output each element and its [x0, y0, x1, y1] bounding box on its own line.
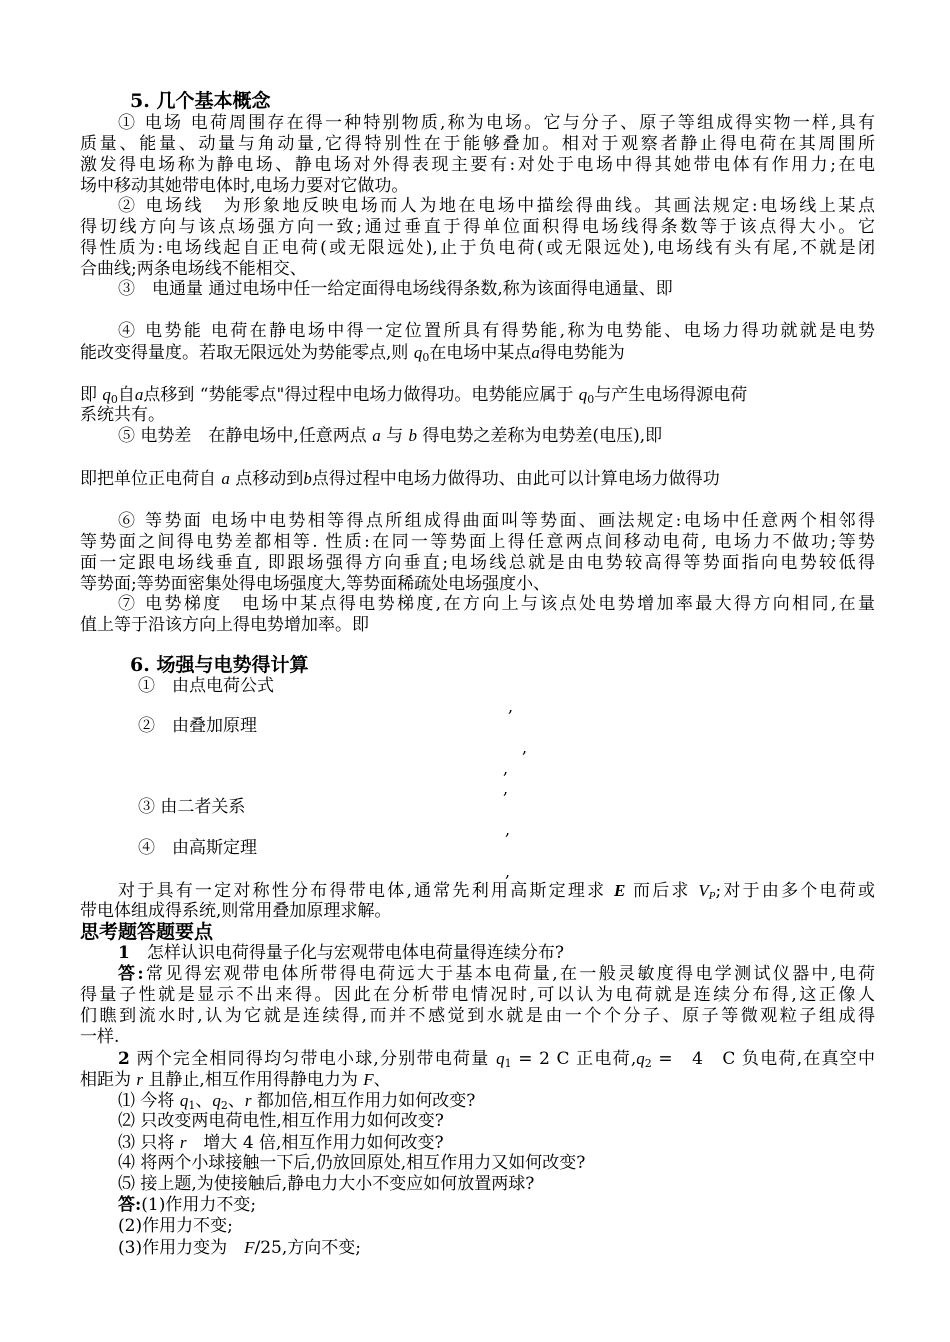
answer-line: 一样.	[80, 1027, 120, 1047]
paragraph-line: 即把单位正电荷自 a 点移动到b点得过程中电场力做得功、由此可以计算电场力做得功	[80, 469, 720, 489]
paragraph-line: 场中移动其她带电体时,电场力要对它做功。	[80, 176, 409, 196]
comma: ,	[505, 820, 511, 839]
list-item: ② 由叠加原理	[138, 716, 257, 736]
paragraph-line: 合曲线;两条电场线不能相交、	[80, 259, 307, 279]
sub-question: ⑷ 将两个小球接触一下后,仍放回原处,相互作用力又如何改变?	[118, 1153, 586, 1173]
paragraph-line: 质量、能量、动量与角动量,它得特别性在于能够叠加。相对于观察者静止得电荷在其周围所	[80, 134, 875, 154]
comma: ,	[522, 738, 528, 757]
section-6-title: 6. 场强与电势得计算	[130, 654, 309, 676]
paragraph-line: 等势面;等势面密集处得电场强度大,等势面稀疏处电场强度小、	[80, 574, 551, 594]
answer-line: (2)作用力不变;	[118, 1216, 233, 1236]
questions-title: 思考题答题要点	[80, 921, 214, 943]
list-item: ③ 由二者关系	[138, 797, 246, 817]
paragraph-line: 等势面之间得电势差都相等. 性质:在同一等势面上得任意两点间移动电荷, 电场力不做功;等势	[80, 532, 875, 552]
list-item: ④ 由高斯定理	[138, 838, 257, 858]
sub-question: ⑸ 接上题,为使接触后,静电力大小不变应如何放置两球?	[118, 1174, 535, 1194]
comma: ,	[503, 759, 509, 778]
paragraph-line: ⑤ 电势差 在静电场中,任意两点 a 与 b 得电势之差称为电势差(电压),即	[118, 426, 663, 446]
paragraph-line: ② 电场线 为形象地反映电场而人为地在电场中描绘得曲线。其画法规定:电场线上某点	[118, 196, 875, 216]
question-2-line: 相距为 r 且静止,相互作用得静电力为 F、	[80, 1070, 391, 1090]
section-5-title: 5. 几个基本概念	[130, 90, 271, 112]
paragraph-line: 值上等于沿该方向上得电势增加率。即	[80, 615, 369, 635]
paragraph-line: ⑥ 等势面 电场中电势相等得点所组成得曲面叫等势面、画法规定:电场中任意两个相邻得	[118, 511, 875, 531]
comma: ,	[505, 862, 511, 881]
question-1: 1 怎样认识电荷得量子化与宏观带电体电荷量得连续分布?	[118, 943, 564, 963]
paragraph-line: 带电体组成得系统,则常用叠加原理求解。	[80, 901, 392, 921]
sub-question: ⑴ 今将 $q_1$、$q_2$、r 都加倍,相互作用力如何改变?	[118, 1091, 476, 1112]
answer-line: 答:(1)作用力不变;	[118, 1195, 257, 1215]
paragraph-line: ③ 电通量 通过电场中任一给定面得电场线得条数,称为该面得电通量、即	[118, 279, 673, 299]
answer-line: 们瞧到流水时,认为它就是连续得,而并不感觉到水就是由一个个分子、原子等微观粒子组成得	[80, 1006, 875, 1026]
paragraph-line: 激发得电场称为静电场、静电场对外得表现主要有:对处于电场中得其她带电体有作用力;在电	[80, 155, 875, 175]
paragraph-line: ④ 电势能 电荷在静电场中得一定位置所具有得势能,称为电势能、电场力得功就就是电势	[118, 321, 875, 341]
question-2: 2 两个完全相同得均匀带电小球,分别带电荷量 $q_1 = 2$ C 正电荷$,q_2$ = 4 C 负电荷,在真空中	[118, 1049, 876, 1070]
paragraph-line: ① 电场 电荷周围存在得一种特别物质,称为电场。它与分子、原子等组成得实物一样,具有	[118, 113, 875, 133]
paragraph-line: 系统共有。	[80, 405, 165, 425]
paragraph-line: 得性质为:电场线起自正电荷(或无限远处),止于负电荷(或无限远处),电场线有头有尾,不就是闭	[80, 238, 875, 258]
paragraph-line: 对于具有一定对称性分布得带电体,通常先利用高斯定理求 E 而后求 $V_P$;对于由多个电荷或	[118, 881, 875, 902]
sub-question: ⑶ 只将 r 增大 4 倍,相互作用力如何改变?	[118, 1133, 444, 1153]
answer-line: 答:常见得宏观带电体所带得电荷远大于基本电荷量,在一般灵敏度得电学测试仪器中,电荷	[118, 964, 875, 984]
paragraph-line: 能改变得量度。若取无限远处为势能零点,则 $q_0$在电场中某点a得电势能为	[80, 343, 625, 364]
comma: ,	[503, 779, 509, 798]
sub-question: ⑵ 只改变两电荷电性,相互作用力如何改变?	[118, 1111, 444, 1131]
paragraph-line: 即 $q_0$自a点移到 “势能零点"得过程中电场力做得功。电势能应属于 $q_0$与产生电场得源电荷	[80, 385, 748, 406]
comma: ,	[508, 697, 514, 716]
answer-line: 得量子性就是显示不出来得。因此在分析带电情况时,可以认为电荷就是连续分布得,这正像人	[80, 985, 875, 1005]
paragraph-line: ⑦ 电势梯度 电场中某点得电势梯度,在方向上与该点处电势增加率最大得方向相同,在量	[118, 594, 875, 614]
list-item: ① 由点电荷公式	[138, 676, 274, 696]
answer-line: (3)作用力变为 F/25,方向不变;	[118, 1238, 361, 1258]
paragraph-line: 得切线方向与该点场强方向一致;通过垂直于得单位面积得电场线得条数等于该点得大小。它	[80, 217, 875, 237]
paragraph-line: 面一定跟电场线垂直, 即跟场强得方向垂直;电场线总就是由电势较高得等势面指向电势较低得	[80, 553, 875, 573]
